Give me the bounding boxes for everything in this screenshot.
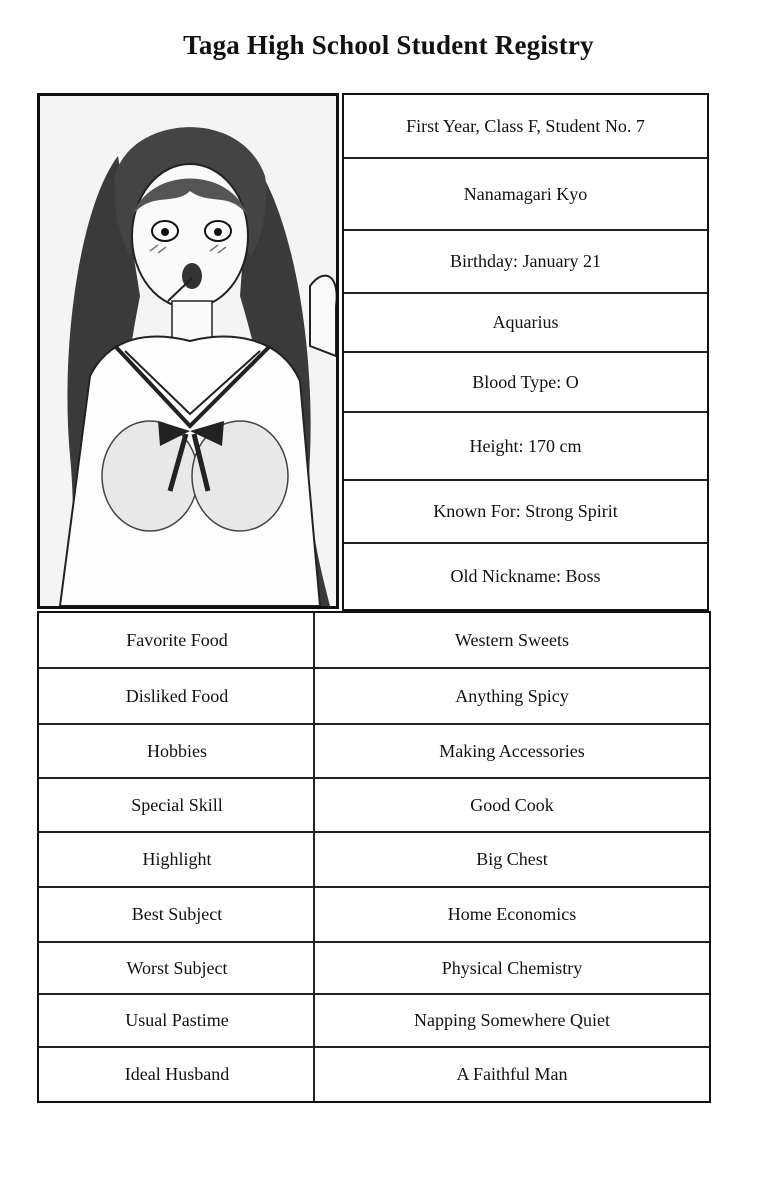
info-birthday: Birthday: January 21 xyxy=(344,231,707,294)
student-portrait-illustration xyxy=(40,96,336,606)
row-label: Usual Pastime xyxy=(125,1010,229,1030)
info-name: Nanamagari Kyo xyxy=(344,159,707,231)
row-value: Home Economics xyxy=(447,904,577,924)
row-label: Hobbies xyxy=(147,740,207,761)
row-label: Favorite Food xyxy=(126,629,228,650)
table-row xyxy=(39,995,709,1048)
table-row xyxy=(39,669,709,725)
info-blood-type: Blood Type: O xyxy=(344,353,707,413)
row-value: Big Chest xyxy=(476,849,548,869)
table-row xyxy=(39,943,709,995)
table-row xyxy=(39,1048,709,1101)
row-value: Western Sweets xyxy=(454,629,570,650)
row-label: Disliked Food xyxy=(125,685,229,706)
table-row xyxy=(39,613,709,669)
row-value: A Faithful Man xyxy=(456,1064,568,1084)
row-value: Napping Somewhere Quiet xyxy=(414,1010,610,1030)
row-value: Making Accessories xyxy=(439,740,585,761)
row-value: Good Cook xyxy=(470,794,554,815)
table-row xyxy=(39,779,709,833)
student-details-table xyxy=(37,611,711,1103)
info-zodiac: Aquarius xyxy=(344,294,707,353)
table-row xyxy=(39,888,709,943)
page-title: Taga High School Student Registry xyxy=(183,30,594,60)
row-value: Physical Chemistry xyxy=(441,957,583,978)
row-value: Anything Spicy xyxy=(455,685,569,706)
portrait-panel xyxy=(37,93,339,609)
info-height: Height: 170 cm xyxy=(344,413,707,481)
row-label: Special Skill xyxy=(131,794,223,815)
row-label: Highlight xyxy=(142,849,212,869)
row-label: Worst Subject xyxy=(126,957,228,978)
row-label: Ideal Husband xyxy=(124,1064,230,1084)
info-old-nickname: Old Nickname: Boss xyxy=(450,566,601,586)
info-known-for: Known For: Strong Spirit xyxy=(344,481,707,544)
table-row xyxy=(39,833,709,888)
info-class: First Year, Class F, Student No. 7 xyxy=(344,95,707,159)
row-label: Best Subject xyxy=(131,904,223,924)
table-row xyxy=(39,725,709,779)
student-info-table xyxy=(342,93,709,611)
